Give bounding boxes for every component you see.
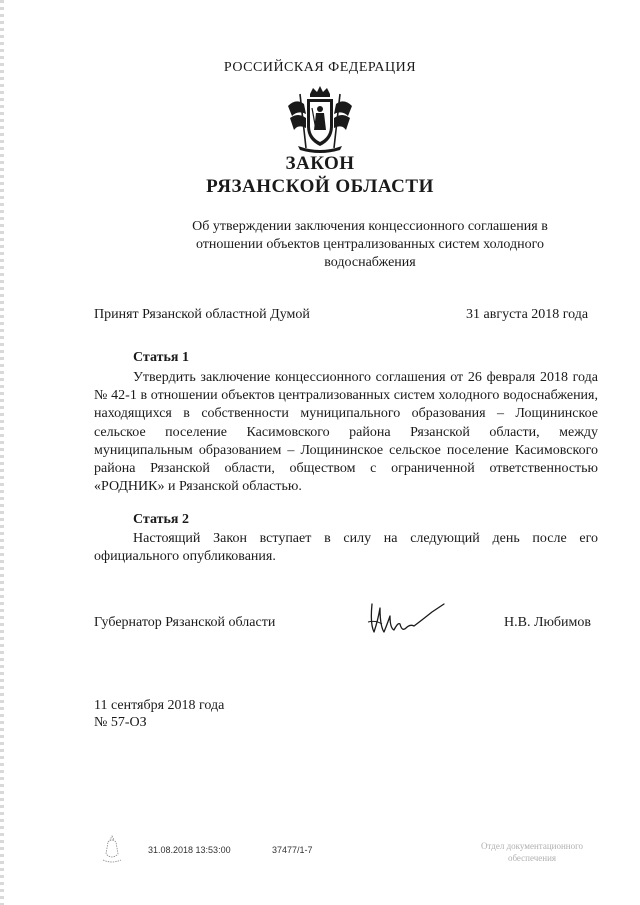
coat-of-arms-icon — [286, 84, 354, 154]
handwritten-signature-icon — [366, 598, 448, 642]
department-stamp — [452, 839, 612, 865]
signer-role: Губернатор Рязанской области — [94, 615, 276, 630]
article-1-text: Утвердить заключение концессионного соглашения от 26 февраля 2018 года № 42-1 в отношении объектов централизованных систем холодного водоснабжения, находящихся в собственности муниципального образования – Лощининское сельское поселение Касимовского района Рязанской области, между муниципальным образованием – Лощининское сельское поселение Касимовского района Рязанской области, обществом с ограниченной ответственностью «РОДНИК» и Рязанской областью. — [94, 370, 598, 495]
scan-edge — [0, 0, 4, 905]
adoption-date: 31 августа 2018 года — [466, 307, 589, 322]
law-title-line1: ЗАКОН — [285, 153, 355, 174]
law-title-line2: РЯЗАНСКОЙ ОБЛАСТИ — [206, 176, 434, 197]
law-number: № 57-ОЗ — [94, 715, 147, 730]
stamp-text-line2: обеспечения — [507, 853, 557, 863]
registration-number: 37477/1-7 — [272, 845, 313, 855]
adoption-body: Принят Рязанской областной Думой — [94, 307, 310, 322]
article-2-text: Настоящий Закон вступает в силу на следующий день после его официального опубликования. — [94, 531, 598, 565]
signer-name: Н.В. Любимов — [504, 615, 591, 630]
stamp-text-line1: Отдел документационного — [480, 841, 584, 851]
law-title — [0, 152, 640, 198]
signing-date: 11 сентября 2018 года — [94, 698, 225, 713]
article-1-heading: Статья 1 — [133, 350, 189, 365]
article-2-heading: Статья 2 — [133, 512, 189, 527]
law-subject: Об утверждении заключения концессионного соглашения в отношении объектов централизованных систем холодного водоснабжения — [192, 219, 548, 270]
country-name: РОССИЙСКАЯ ФЕДЕРАЦИЯ — [223, 60, 417, 75]
registration-mark-icon — [100, 834, 124, 864]
registration-datetime: 31.08.2018 13:53:00 — [148, 845, 231, 855]
